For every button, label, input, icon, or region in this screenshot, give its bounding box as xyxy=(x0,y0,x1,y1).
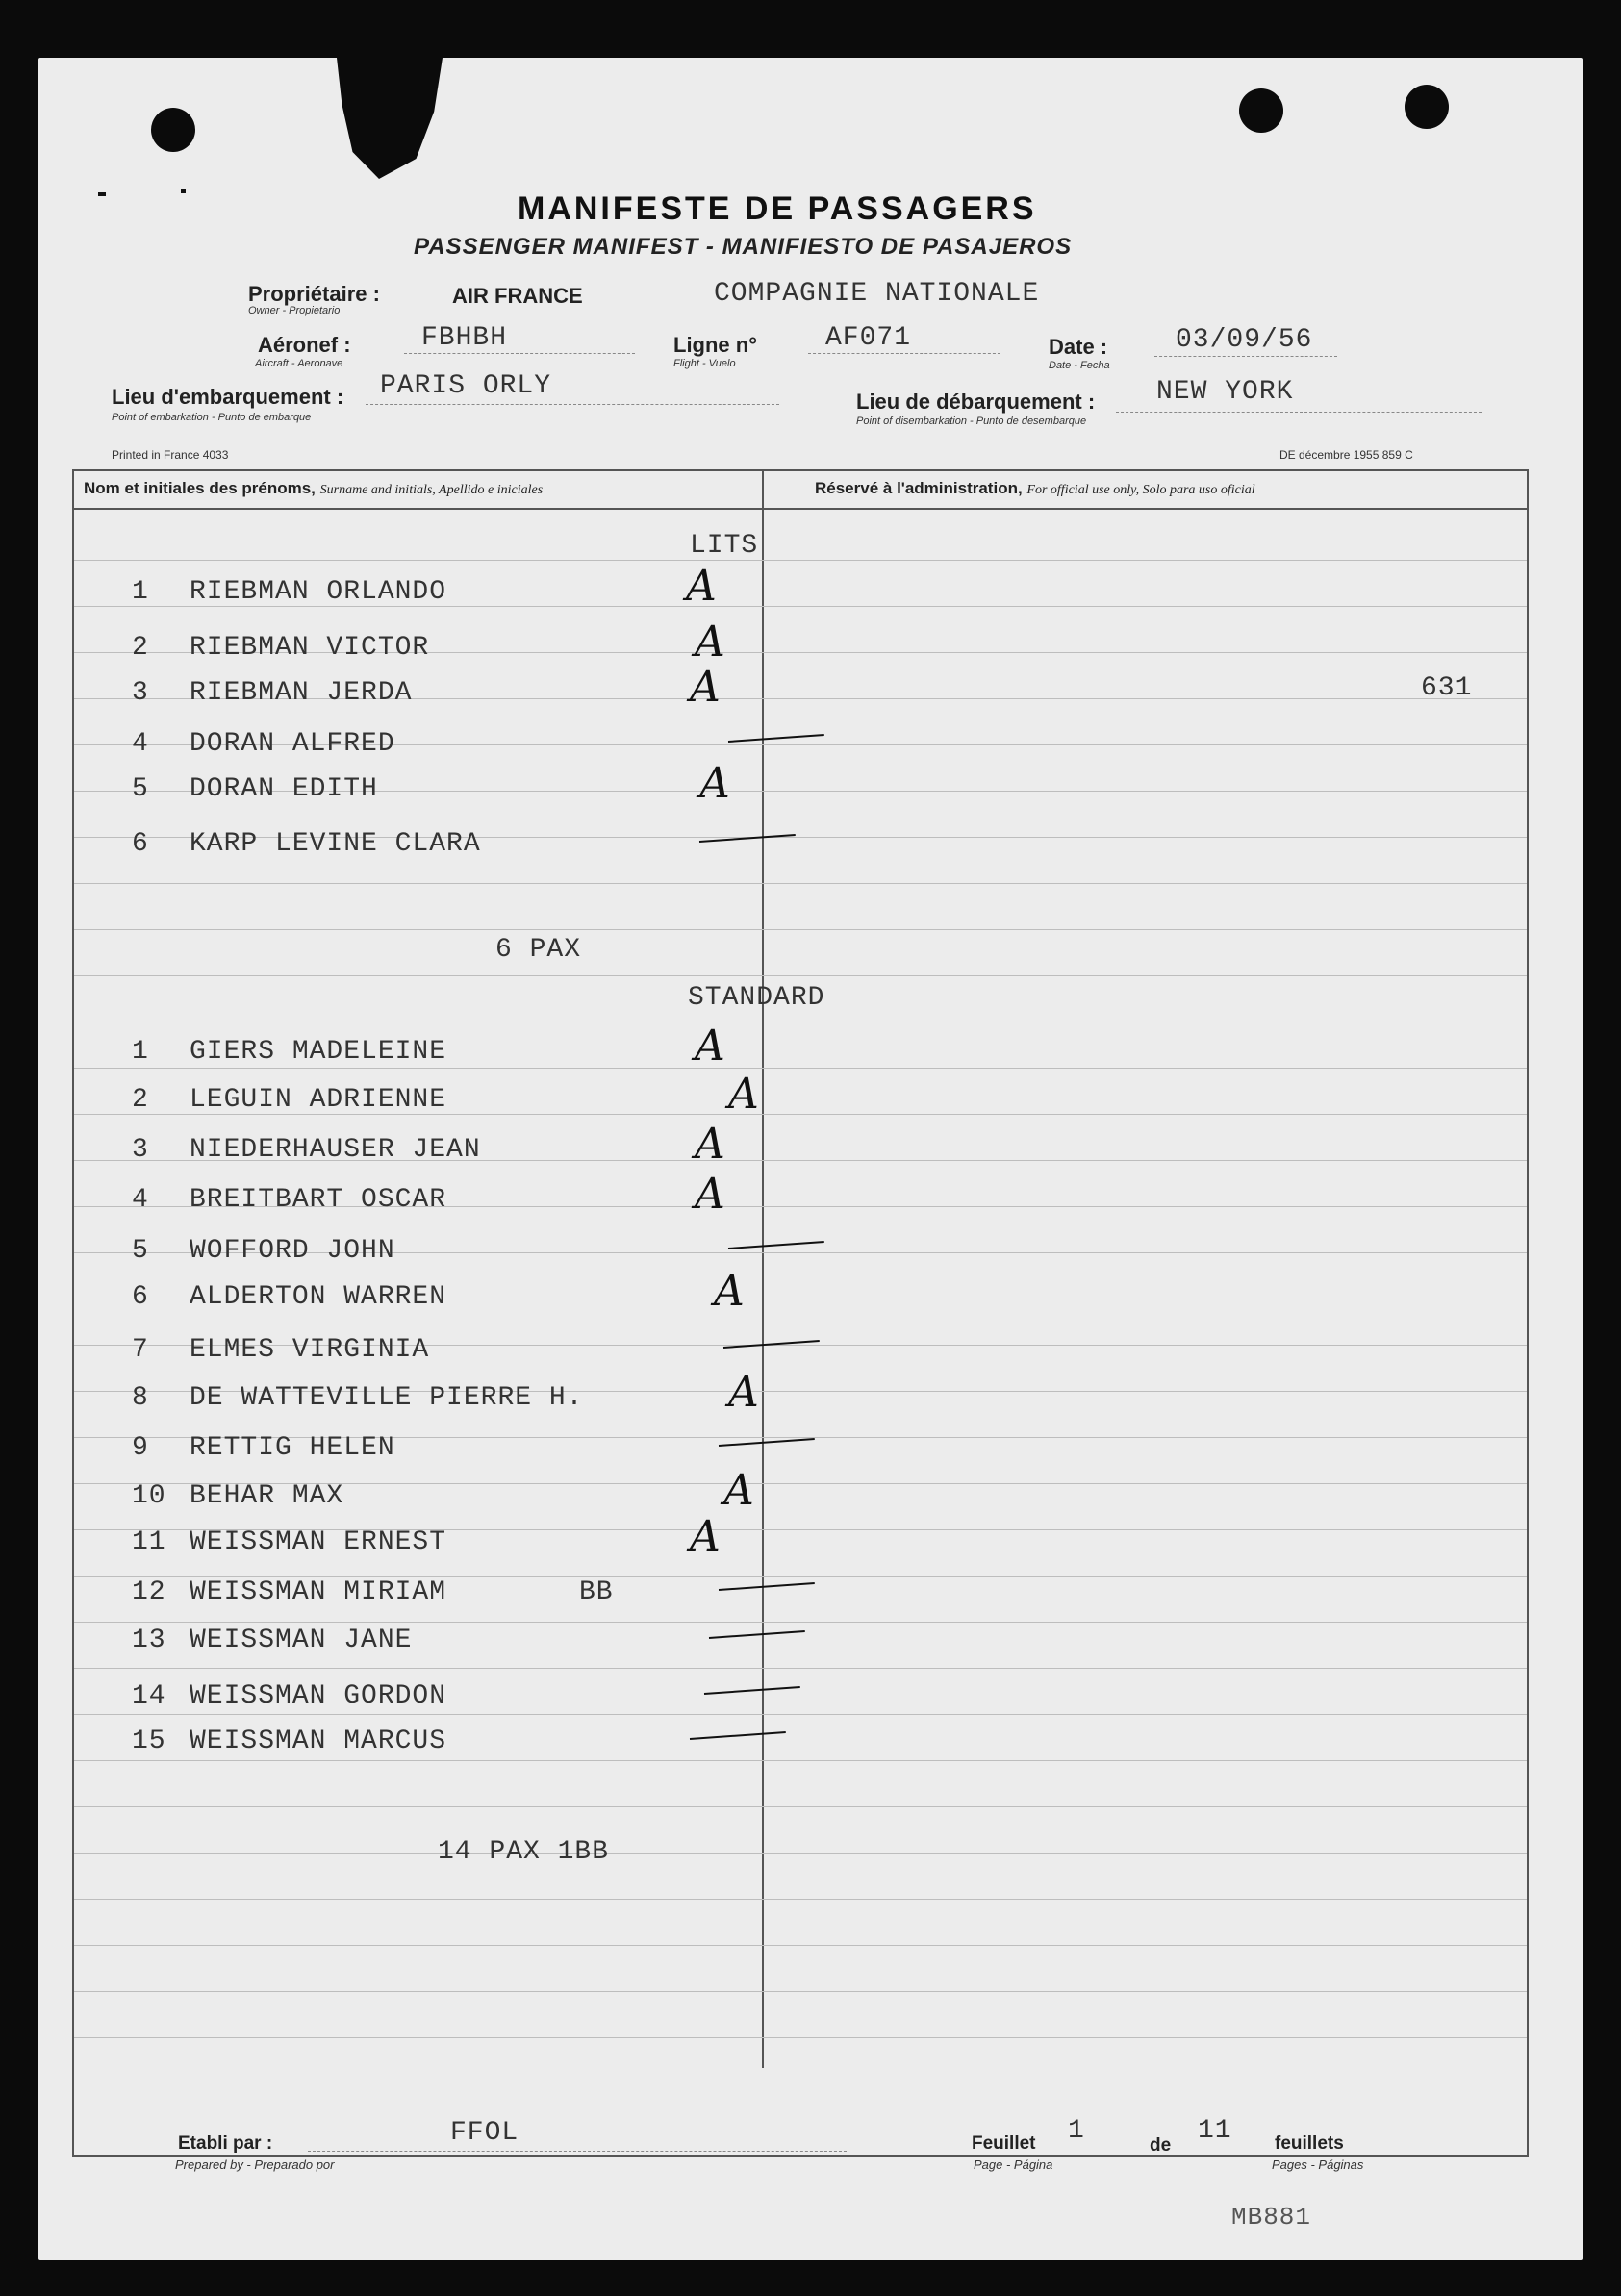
date-sub: Date - Fecha xyxy=(1049,360,1110,371)
owner-label: Propriétaire : xyxy=(248,282,380,306)
passenger-number: 6 xyxy=(132,829,149,859)
header-divider xyxy=(74,508,1527,510)
punch-hole xyxy=(151,108,195,152)
handwritten-mark: A xyxy=(728,1368,759,1417)
flight-label: Ligne n° xyxy=(673,333,758,357)
passenger-number: 9 xyxy=(132,1433,149,1463)
handwritten-dash xyxy=(704,1686,800,1695)
passenger-number: 1 xyxy=(132,577,149,607)
passenger-name: WEISSMAN MARCUS xyxy=(190,1727,447,1756)
aircraft-sub: Aircraft - Aeronave xyxy=(255,358,343,369)
passenger-number: 10 xyxy=(132,1481,166,1511)
ruled-line xyxy=(74,1760,1527,1761)
disembark-sub: Point of disembarkation - Punto de desembarque xyxy=(856,416,1087,427)
passenger-number: 2 xyxy=(132,1085,149,1115)
disembark-label: Lieu de débarquement : xyxy=(856,390,1096,414)
passenger-number: 1 xyxy=(132,1037,149,1067)
passenger-name: DE WATTEVILLE PIERRE H. xyxy=(190,1383,584,1413)
handwritten-mark: A xyxy=(695,1022,725,1071)
passenger-number: 12 xyxy=(132,1577,166,1607)
col-admin-header: Réservé à l'administration, For official use only, Solo para uso oficial xyxy=(815,479,1255,497)
aircraft-value: FBHBH xyxy=(421,323,508,353)
punch-hole xyxy=(1405,85,1449,129)
passenger-number: 4 xyxy=(132,729,149,759)
passenger-name: WEISSMAN JANE xyxy=(190,1626,413,1655)
sheet-sub: Page - Página xyxy=(974,2157,1053,2172)
of-value: 11 xyxy=(1198,2116,1232,2146)
lits-heading: LITS xyxy=(690,531,759,561)
handwritten-mark: A xyxy=(699,759,730,808)
passenger-number: 15 xyxy=(132,1727,166,1756)
prepared-sub: Prepared by - Preparado por xyxy=(175,2157,335,2172)
owner-sub: Owner - Propietario xyxy=(248,305,341,316)
passenger-name: NIEDERHAUSER JEAN xyxy=(190,1135,481,1165)
passenger-table xyxy=(72,469,1529,2157)
passenger-number: 5 xyxy=(132,1236,149,1266)
handwritten-dash xyxy=(699,834,796,843)
speck xyxy=(98,192,106,196)
handwritten-dash xyxy=(690,1731,786,1740)
col-name-header: Nom et initiales des prénoms, Surname and initials, Apellido e iniciales xyxy=(84,479,544,497)
ruled-line xyxy=(74,1991,1527,1992)
flight-line xyxy=(808,353,1000,354)
passenger-name: RETTIG HELEN xyxy=(190,1433,395,1463)
passenger-name: RIEBMAN VICTOR xyxy=(190,633,430,663)
handwritten-mark: A xyxy=(686,562,717,611)
passenger-name: KARP LEVINE CLARA xyxy=(190,829,481,859)
sheets-label: feuillets xyxy=(1275,2133,1344,2154)
ruled-line xyxy=(74,975,1527,976)
embark-sub: Point of embarkation - Punto de embarque xyxy=(112,412,312,423)
passenger-name: ELMES VIRGINIA xyxy=(190,1335,430,1365)
form-code: DE décembre 1955 859 C xyxy=(1279,448,1413,462)
passenger-number: 4 xyxy=(132,1185,149,1215)
speck xyxy=(181,189,186,193)
passenger-name: GIERS MADELEINE xyxy=(190,1037,447,1067)
prepared-label: Etabli par : xyxy=(178,2133,273,2154)
handwritten-mark: A xyxy=(695,618,725,667)
passenger-number: 5 xyxy=(132,774,149,804)
stamp-number: MB881 xyxy=(1231,2203,1312,2232)
handwritten-dash xyxy=(709,1630,805,1639)
passenger-name: ALDERTON WARREN xyxy=(190,1282,447,1312)
ruled-line xyxy=(74,883,1527,884)
passenger-name: DORAN ALFRED xyxy=(190,729,395,759)
printed-note: Printed in France 4033 xyxy=(112,448,229,462)
passenger-name: LEGUIN ADRIENNE xyxy=(190,1085,447,1115)
ruled-line xyxy=(74,1899,1527,1900)
passenger-name: WEISSMAN ERNEST xyxy=(190,1527,447,1557)
passenger-name: WEISSMAN GORDON xyxy=(190,1681,447,1711)
ruled-line xyxy=(74,1945,1527,1946)
handwritten-dash xyxy=(719,1582,815,1591)
ruled-line xyxy=(74,1853,1527,1854)
ruled-line xyxy=(74,1668,1527,1669)
handwritten-dash xyxy=(728,734,824,743)
date-label: Date : xyxy=(1049,335,1108,359)
passenger-number: 3 xyxy=(132,1135,149,1165)
lits-total: 6 PAX xyxy=(495,935,582,965)
passenger-number: 2 xyxy=(132,633,149,663)
aircraft-label: Aéronef : xyxy=(258,333,351,357)
handwritten-mark: A xyxy=(695,1170,725,1219)
passenger-name: WEISSMAN MIRIAM xyxy=(190,1577,447,1607)
aircraft-line xyxy=(404,353,635,354)
ruled-line xyxy=(74,929,1527,930)
column-divider xyxy=(762,471,764,2068)
ruled-line xyxy=(74,2037,1527,2038)
passenger-number: 14 xyxy=(132,1681,166,1711)
ruled-line xyxy=(74,1576,1527,1577)
passenger-name: DORAN EDITH xyxy=(190,774,378,804)
standard-heading: STANDARD xyxy=(688,983,825,1013)
sheets-sub: Pages - Páginas xyxy=(1272,2157,1364,2172)
ruled-line xyxy=(74,1068,1527,1069)
form-title: MANIFESTE DE PASSAGERS xyxy=(518,190,1037,227)
ruled-line xyxy=(74,1714,1527,1715)
passenger-name: RIEBMAN ORLANDO xyxy=(190,577,447,607)
disembark-line xyxy=(1116,412,1482,413)
embark-value: PARIS ORLY xyxy=(380,371,552,401)
date-value: 03/09/56 xyxy=(1176,325,1313,355)
owner-value: AIR FRANCE xyxy=(452,284,583,308)
handwritten-mark: A xyxy=(714,1267,745,1316)
flight-sub: Flight - Vuelo xyxy=(673,358,736,369)
standard-total: 14 PAX 1BB xyxy=(438,1837,610,1867)
sheet-label: Feuillet xyxy=(972,2133,1036,2154)
handwritten-mark: A xyxy=(690,663,721,712)
ruled-line xyxy=(74,560,1527,561)
embark-label: Lieu d'embarquement : xyxy=(112,385,344,409)
passenger-name: BREITBART OSCAR xyxy=(190,1185,447,1215)
prepared-line xyxy=(308,2151,847,2152)
passenger-name: BEHAR MAX xyxy=(190,1481,344,1511)
passenger-number: 6 xyxy=(132,1282,149,1312)
handwritten-mark: A xyxy=(690,1512,721,1561)
date-line xyxy=(1154,356,1337,357)
handwritten-mark: A xyxy=(728,1070,759,1119)
owner-typed: COMPAGNIE NATIONALE xyxy=(714,279,1040,309)
form-subtitle: PASSENGER MANIFEST - MANIFIESTO DE PASAJEROS xyxy=(414,234,1073,260)
handwritten-dash xyxy=(719,1438,815,1447)
passenger-number: 13 xyxy=(132,1626,166,1655)
flight-value: AF071 xyxy=(825,323,912,353)
handwritten-mark: A xyxy=(723,1466,754,1515)
sheet-value: 1 xyxy=(1068,2116,1085,2146)
passenger-name: WOFFORD JOHN xyxy=(190,1236,395,1266)
passenger-name: RIEBMAN JERDA xyxy=(190,678,413,708)
admin-number: 631 xyxy=(1421,673,1473,703)
of-label: de xyxy=(1150,2135,1172,2156)
embark-line xyxy=(366,404,779,405)
prepared-value: FFOL xyxy=(450,2118,519,2148)
passenger-number: 8 xyxy=(132,1383,149,1413)
passenger-note: BB xyxy=(579,1577,614,1607)
punch-hole xyxy=(1239,88,1283,133)
ruled-line xyxy=(74,1622,1527,1623)
handwritten-mark: A xyxy=(695,1120,725,1169)
passenger-number: 3 xyxy=(132,678,149,708)
ruled-line xyxy=(74,1806,1527,1807)
handwritten-dash xyxy=(728,1241,824,1249)
disembark-value: NEW YORK xyxy=(1156,377,1294,407)
passenger-number: 11 xyxy=(132,1527,166,1557)
passenger-number: 7 xyxy=(132,1335,149,1365)
